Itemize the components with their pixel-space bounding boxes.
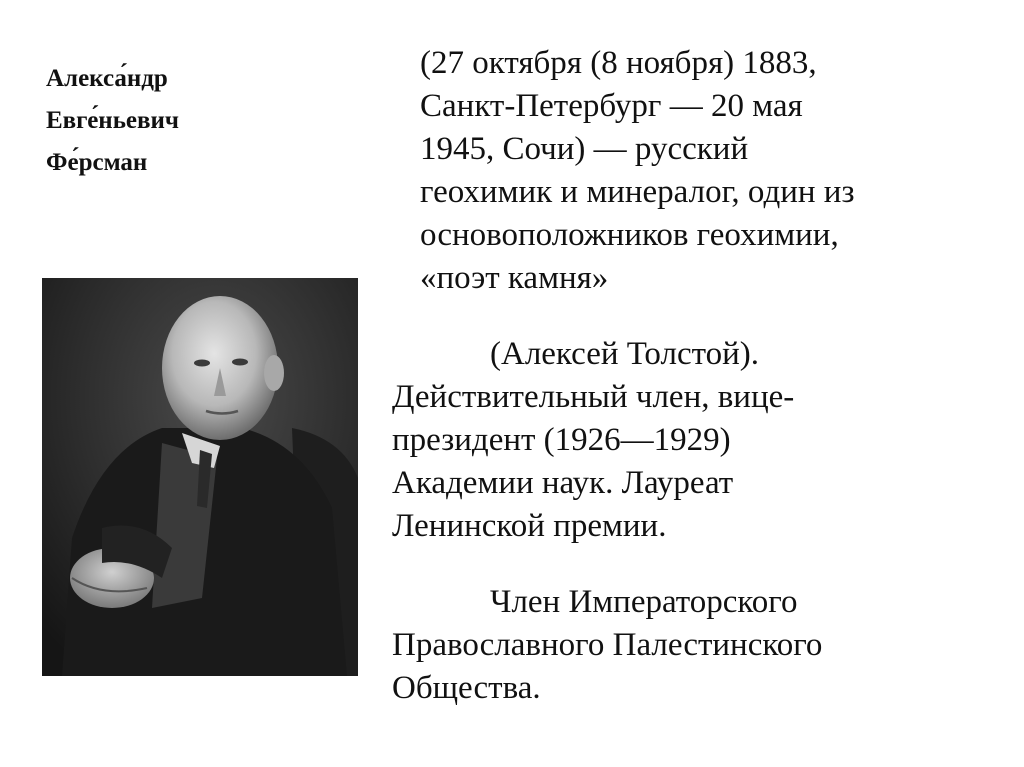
bio-line: Член Императорского [490, 584, 798, 620]
bio-line: Общества. [392, 670, 541, 706]
bio-paragraph-3 [392, 581, 822, 710]
bio-line: основоположников геохимии, [420, 217, 839, 253]
bio-line: геохимик и минералог, один из [420, 174, 855, 210]
bio-line: Санкт-Петербург — 20 мая [420, 88, 803, 124]
bio-line: Ленинской премии. [392, 508, 667, 544]
bio-line: Академии наук. Лауреат [392, 465, 734, 501]
name-surname: Фе́рсман [46, 149, 148, 176]
person-name [46, 58, 276, 184]
bio-line: (27 октября (8 ноября) 1883, [420, 45, 817, 81]
portrait-photo-icon [42, 278, 358, 676]
bio-line: «поэт камня» [420, 260, 609, 296]
bio-line: президент (1926—1929) [392, 422, 731, 458]
bio-line: Действительный член, вице- [392, 379, 795, 415]
bio-paragraph-1 [420, 42, 855, 300]
name-patronymic: Евге́ньевич [46, 107, 180, 134]
bio-paragraph-2 [392, 333, 794, 548]
name-first: Алекса́ндр [46, 65, 168, 92]
bio-line: 1945, Сочи) — русский [420, 131, 749, 167]
portrait-photo [42, 278, 358, 676]
bio-line: (Алексей Толстой). [490, 336, 759, 372]
bio-line: Православного Палестинского [392, 627, 823, 663]
